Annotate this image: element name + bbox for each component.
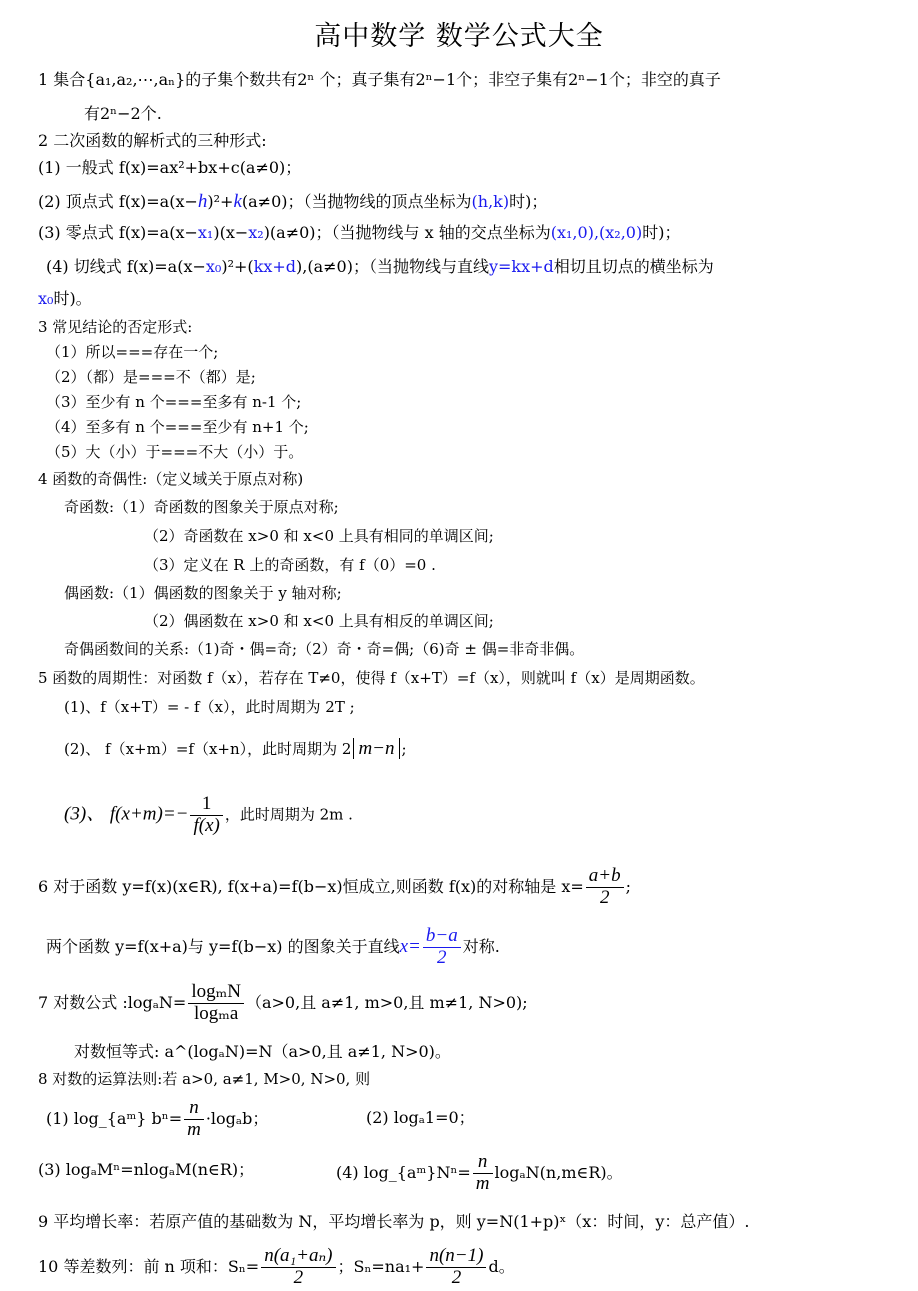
fraction-n-over-m: [184, 1098, 204, 1141]
fraction-b-minus-a: [423, 926, 461, 969]
tangent-form-d: 相切且切点的横坐标为: [553, 257, 714, 276]
vertex-form-c: (a≠0)；（当抛物线的顶点坐标为: [241, 192, 472, 211]
log-formula-b: （a>0,且 a≠1, m>0,且 m≠1, N>0);: [245, 992, 528, 1012]
item-5-1: (1)、f（x+T）= - f（x），此时周期为 2T ;: [64, 698, 355, 716]
page-title: 高中数学 数学公式大全: [314, 21, 604, 52]
item-4-odd-1: 奇函数:（1）奇函数的图象关于原点对称;: [64, 498, 339, 516]
frac-den: f(x): [190, 815, 222, 837]
item-4-relation: 奇偶函数间的关系:（1)奇・偶=奇;（2）奇・奇=偶;（6)奇 ± 偶=非奇非偶。: [64, 640, 585, 658]
frac-den: 2: [261, 1267, 335, 1289]
item-5-2: [64, 738, 407, 761]
item-5-heading: 5 函数的周期性：对函数 f（x），若存在 T≠0，使得 f（x+T）=f（x），则就叫 f（x）是周期函数。: [38, 669, 705, 687]
item-8-3: (3) logₐMⁿ=nlogₐM(n∈R)；: [38, 1160, 255, 1179]
item-3-5: （5）大（小）于===不大（小）于。: [46, 443, 304, 461]
item-6-line-2: [46, 926, 500, 969]
vertex-form-a: (2) 顶点式 f(x)=a(x−: [38, 192, 198, 211]
item-9: 9 平均增长率：若原产值的基础数为 N，平均增长率为 p，则 y=N(1+p)ˣ（x：时间，y：总产值）.: [38, 1212, 750, 1231]
frac-num: n: [477, 1151, 488, 1172]
vertex-coords: (h,k): [471, 192, 510, 211]
frac-num: n: [189, 1097, 199, 1118]
fraction-sum-1: [261, 1246, 335, 1289]
frac-den: m: [473, 1173, 493, 1195]
frac-num: n(n−1): [429, 1245, 484, 1266]
log-rule-1-a: (1) log_{aᵐ} bⁿ=: [46, 1108, 183, 1128]
frac-num: b−a: [425, 925, 458, 946]
item-7-line-2: 对数恒等式: a^(logₐN)=N（a>0,且 a≠1, N>0)。: [74, 1042, 451, 1061]
item-3-heading: 3 常见结论的否定形式:: [38, 318, 193, 336]
symmetry-2-a: 两个函数 y=f(x+a)与 y=f(b−x) 的图象关于直线: [46, 936, 400, 956]
item-10: [38, 1246, 515, 1289]
zero-points: (x₁,0),(x₂,0): [550, 223, 643, 242]
item-4-odd-2: （2）奇函数在 x>0 和 x<0 上具有相同的单调区间;: [144, 527, 494, 545]
item-2-heading: 2 二次函数的解析式的三种形式:: [38, 131, 267, 150]
period-2-a: (2)、 f（x+m）=f（x+n），此时周期为 2: [64, 740, 352, 758]
period-3-b: ，此时周期为 2m .: [224, 805, 353, 824]
log-formula-a: 7 对数公式 :logₐN=: [38, 992, 187, 1012]
item-3-3: （3）至少有 n 个===至多有 n-1 个;: [46, 393, 302, 411]
arith-sum-a: 10 等差数列：前 n 项和：Sₙ=: [38, 1256, 260, 1276]
fraction-1-over-fx: [190, 794, 222, 837]
zero-form-a: (3) 零点式 f(x)=a(x−: [38, 223, 198, 242]
item-7-line-1: [38, 982, 528, 1025]
arith-sum-c: d。: [488, 1256, 515, 1276]
tangent-line: y=kx+d: [488, 257, 554, 276]
vertex-form-b: )²+: [207, 192, 234, 211]
vertex-h: h: [197, 191, 208, 212]
item-6-line-1: [38, 866, 631, 909]
item-4-odd-3: （3）定义在 R 上的奇函数，有 f（0）=0 .: [144, 556, 436, 574]
frac-den: 2: [586, 887, 624, 909]
frac-den: logₘa: [188, 1003, 244, 1025]
zero-form-d: 时)；: [642, 223, 681, 242]
fraction-log-change-base: [188, 982, 244, 1025]
symmetry-a: 6 对于函数 y=f(x)(x∈R), f(x+a)=f(b−x)恒成立,则函数 f(x)的对称轴是 x=: [38, 876, 584, 896]
arith-sum-b: ；Sₙ=na₁+: [337, 1256, 425, 1276]
item-8-4: [336, 1152, 623, 1195]
fraction-sum-2: [426, 1246, 486, 1289]
frac-num: 1: [201, 793, 212, 814]
tangent-form-a: (4) 切线式 f(x)=a(x−: [46, 257, 206, 276]
item-3-1: （1）所以===存在一个;: [46, 343, 219, 361]
period-2-c: ;: [401, 740, 407, 758]
tangent-form-b: )²+(: [221, 257, 254, 276]
tangent-form-e: 时)。: [53, 289, 92, 308]
item-3-2: （2）（都）是===不（都）是;: [46, 368, 256, 386]
item-8-heading: 8 对数的运算法则:若 a>0, a≠1, M>0, N>0, 则: [38, 1070, 371, 1088]
log-rule-4-a: (4) log_{aᵐ}Nⁿ=: [336, 1162, 471, 1182]
item-4-even-2: （2）偶函数在 x>0 和 x<0 上具有相反的单调区间;: [144, 612, 494, 630]
vertex-k: k: [233, 191, 242, 212]
vertex-form-d: 时)；: [509, 192, 548, 211]
frac-num: n(a₁+aₙ): [264, 1245, 333, 1266]
item-1-line-2: 有2ⁿ−2个.: [84, 104, 162, 123]
period-3-a: (3)、 f(x+m)=−: [64, 803, 189, 825]
item-2-3: [38, 223, 680, 242]
tangent-form-c: ),(a≠0)；（当抛物线与直线: [296, 257, 489, 276]
tangent-x0: x₀: [205, 257, 222, 276]
item-2-1: (1) 一般式 f(x)=ax²+bx+c(a≠0)；: [38, 158, 302, 177]
tangent-x0-2: x₀: [38, 289, 54, 308]
item-4-heading: 4 函数的奇偶性:（定义域关于原点对称): [38, 470, 304, 488]
item-5-3: [64, 794, 353, 837]
log-rule-1-b: ·logₐb；: [205, 1108, 269, 1128]
frac-num: logₘN: [191, 981, 241, 1002]
item-4-even-1: 偶函数:（1）偶函数的图象关于 y 轴对称;: [64, 584, 342, 602]
item-2-4-cont: [38, 289, 92, 308]
frac-den: 2: [423, 947, 461, 969]
item-1-line-1: 1 集合{a₁,a₂,⋯,aₙ}的子集个数共有2ⁿ 个；真子集有2ⁿ−1个；非空子集有2ⁿ−1个；非空的真子: [38, 70, 721, 89]
zero-x1: x₁: [197, 223, 214, 242]
item-2-4: [46, 257, 714, 276]
item-8-2: (2) logₐ1=0；: [366, 1108, 475, 1127]
frac-num: a+b: [588, 865, 621, 886]
frac-den: m: [184, 1119, 204, 1141]
frac-den: 2: [426, 1267, 486, 1289]
zero-x2: x₂: [248, 223, 264, 242]
symmetry-b: ;: [625, 876, 631, 896]
item-3-4: （4）至多有 n 个===至少有 n+1 个;: [46, 418, 309, 436]
fraction-n-over-m-2: [473, 1152, 493, 1195]
symmetry-x: x=: [399, 935, 421, 957]
fraction-a-plus-b: [586, 866, 624, 909]
zero-form-b: )(x−: [213, 223, 249, 242]
log-rule-4-b: logₐN(n,m∈R)。: [494, 1162, 623, 1182]
item-8-1: [46, 1098, 268, 1141]
abs-m-minus-n: m−n: [353, 738, 399, 759]
item-2-2: [38, 191, 547, 214]
tangent-kxd: kx+d: [253, 257, 297, 276]
zero-form-c: )(a≠0)；（当抛物线与 x 轴的交点坐标为: [263, 223, 551, 242]
symmetry-2-b: 对称.: [462, 936, 500, 956]
